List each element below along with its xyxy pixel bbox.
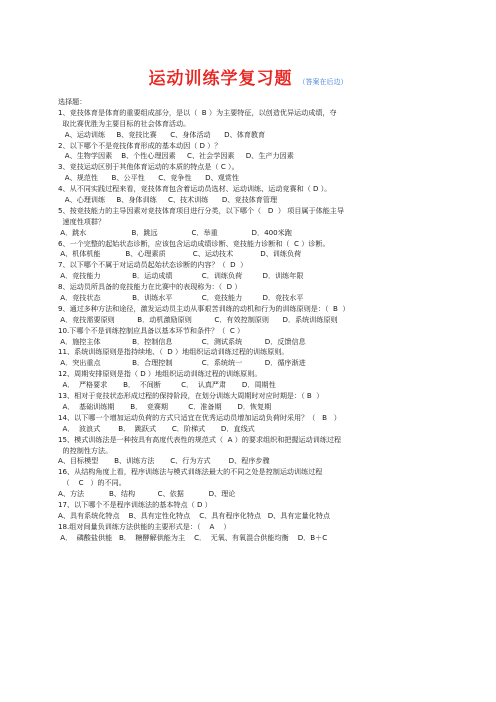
text-line: A． 波浪式 B． 跳跃式 C．阶梯式 D．直线式 — [58, 423, 255, 433]
text-line: A、具有系统化特点 B、具有定性化特点 C、具有程序化特点 D、具有定量化特点 — [58, 510, 330, 520]
text-line: 4、从不同实践过程来看，竞技体育包含着运动员选材、运动训练、运动竞赛和（ D ）。 — [58, 184, 332, 194]
text-line: A、心理训练 B、身体训练 C、技术训练 D、竞技体育管理 — [58, 195, 278, 205]
question-list — [58, 97, 438, 544]
text-line: 7、以下哪个不属于对运动员起始状态诊断的内容？（ D ） — [58, 260, 248, 270]
text-line: 9、通过多种方法和途径，激发运动员主动从事艰苦训练的动机和行为的训练原则是：（ B ） — [58, 303, 350, 313]
text-line: A、运动训练 B、竞技比赛 C、身体活动 D、体育教育 — [58, 129, 266, 139]
text-line: A．跳水 B．跳远 C．举重 D．400米跑 — [58, 227, 292, 237]
text-line: 6、一个完整的起始状态诊断，应该包含运动成绩诊断、竞技能力诊断和（ C ）诊断。 — [58, 238, 330, 248]
text-line: 速度性项群？ — [58, 216, 106, 226]
text-line: 15、模式训练法是一种按具有高度代表性的规范式（ A ）的要求组织和把握运动训练过程 — [58, 434, 342, 444]
text-line: A．突出重点 B．合理控制 C．系统统一 D．循序渐进 — [58, 358, 306, 368]
text-line: （ C ）的不同。 — [58, 478, 126, 488]
text-line: 的控制性方法。 — [58, 445, 113, 455]
text-line: A、机体机能 B、心理素质 C、运动技术 D、训练负荷 — [58, 249, 302, 259]
text-line: A、规范性 B、公平性 C、竞争性 D、观赏性 — [58, 173, 239, 183]
text-line: 选择题： — [58, 97, 87, 106]
text-line: 10.下哪个不是训练控制应具备以基本环节和条件？（ C ） — [58, 325, 245, 335]
text-line: A、生物学因素 B、个性心理因素 C、社会学因素 D、生产力因素 — [58, 151, 294, 161]
text-line: A、方法 B、结构 C、依据 D、理论 — [58, 489, 236, 499]
text-line: 16、从结构角度上看，程序训练法与模式训练法最大的不同之处是控制运动训练过程 — [58, 467, 323, 477]
text-line: 13、相对于竞技状态形成过程的保持阶段，在划分训练大周期时对应时期是：（ B ） — [58, 391, 324, 401]
text-line: 取比赛优胜为主要目标的社会体育活动。 — [58, 118, 191, 128]
text-line: A． 严格要求 B． 不间断 C． 认真严肃 D．周期性 — [58, 380, 276, 390]
text-line: 12、周期安排原则是指（ D ）地组织运动训练过程的训练原则。 — [58, 369, 262, 379]
text-line: A．竞技能力 B．运动成绩 C．训练负荷 D．训练年限 — [58, 271, 304, 281]
text-line: A．竞技状态 B．训练水平 C．竞技能力 D．竞技水平 — [58, 293, 304, 303]
text-line: 11、系统训练原则是指持续地、（ D ）地组织运动训练过程的训练原则。 — [58, 347, 289, 357]
text-line: 5、按竞技能力的主导因素对竞技体育项目进行分类，以下哪个（ D ） 项目属于体能主导 — [58, 205, 344, 215]
answer-note: （答案在后边） — [298, 78, 348, 86]
text-line: 2、以下哪个不是竞技体育形成的基本动因（ D ）？ — [58, 140, 222, 150]
text-line: A、目标模型 B、训练方法 C、行为方式 D、程序步骤 — [58, 456, 270, 466]
text-line: 14、以下哪一个增加运动负荷的方式只适宜在优秀运动员增加运动负荷时采用？（ B ） — [58, 412, 341, 422]
text-line: A．施控主体 B．控制信息 C．测试系统 D．反馈信息 — [58, 336, 306, 346]
text-line: A． 磷酸盐供能 B． 糖酵解供能为主 C． 无氧、有氧混合供能均衡 D．B＋C — [58, 532, 328, 542]
text-line: 8、运动员所具备的竞技能力在比赛中的表现称为：（ D ） — [58, 282, 242, 292]
text-line: 18.组对间量负训练方法供能的主要形式是：（ A ） — [58, 521, 231, 531]
title-row — [58, 64, 438, 94]
text-line: A．竞技需要原则 B．动机激励原则 C．有效控制原则 D．系统训练原则 — [58, 314, 338, 324]
text-line: 3、竞技运动区别于其他体育运动的本质的特点是（ C ）。 — [58, 162, 239, 172]
text-line: 17、以下哪个不是程序训练法的基本特点（ D ） — [58, 499, 212, 509]
text-line: 1、竞技体育是体育的重要组成部分，是以（ B ）为主要特征，以创造优异运动成绩，夺 — [58, 107, 337, 117]
page-title: 运动训练学复习题 — [148, 69, 293, 89]
text-line: A． 基础训练期 B． 竞赛期 C．准备期 D．恢复期 — [58, 401, 272, 411]
